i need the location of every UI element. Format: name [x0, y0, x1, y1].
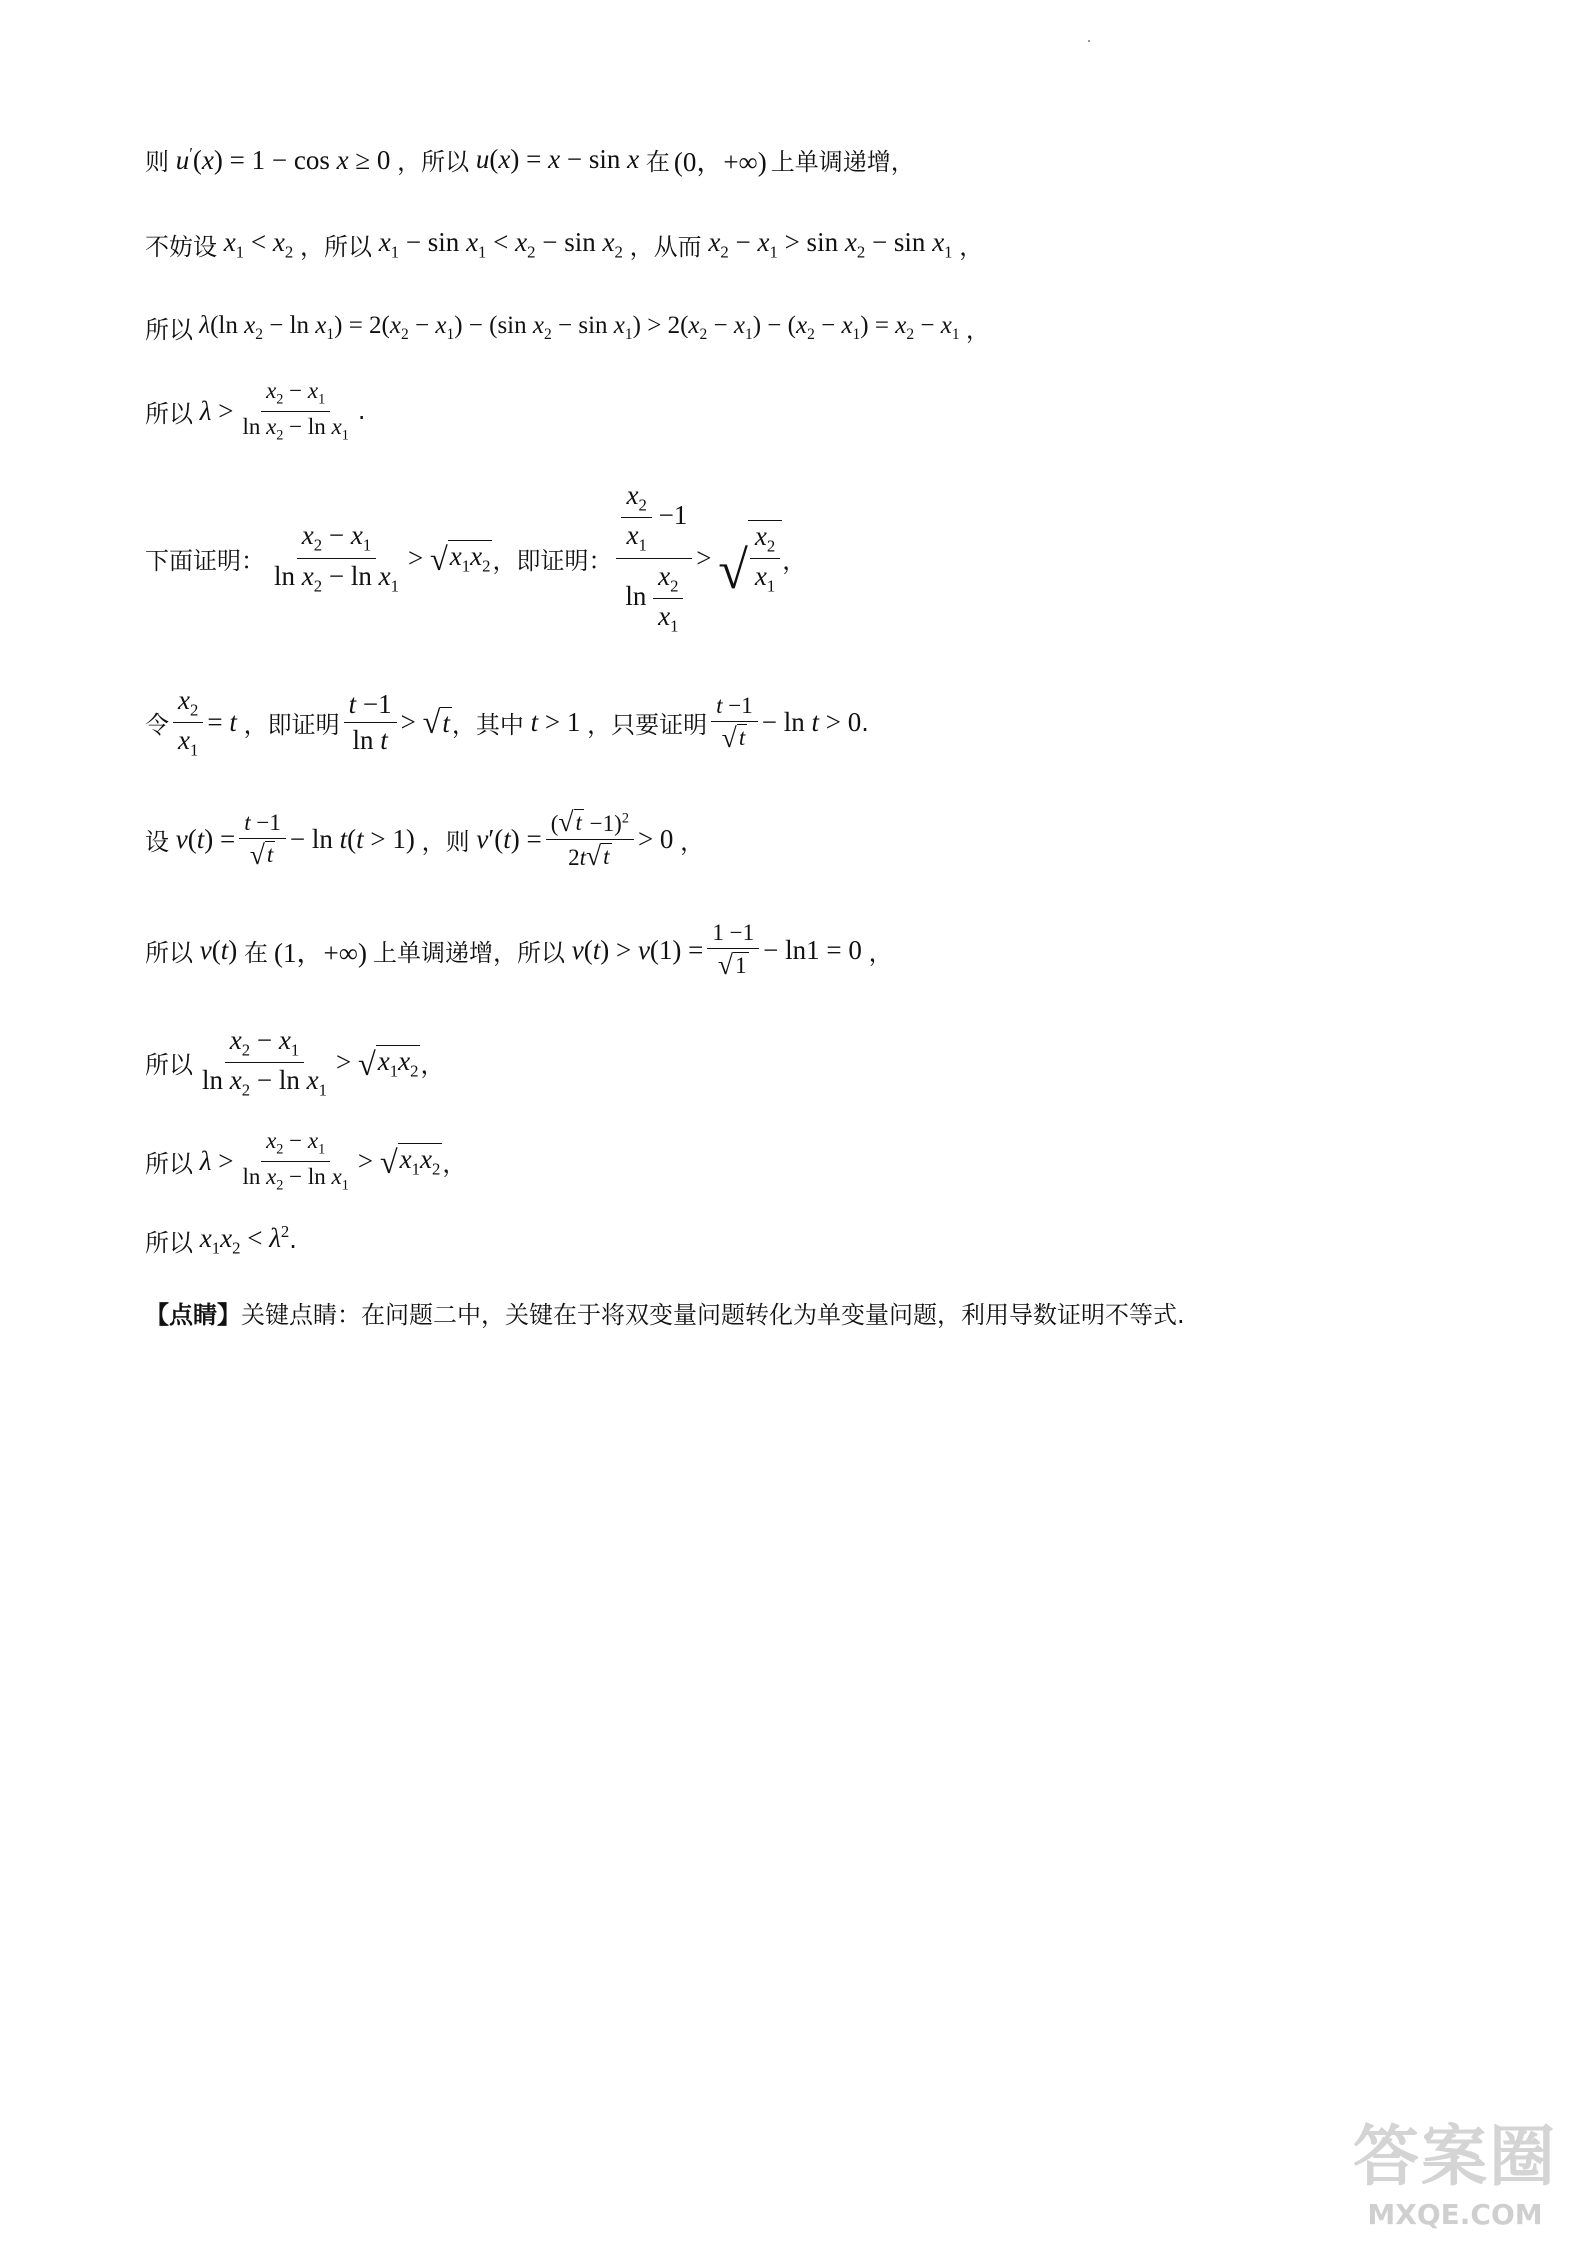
fraction: $\frac{x_2 - x_1}{\ln x_2 - \ln x_1}$ [202, 1025, 327, 1100]
watermark-url: MXQE.COM [1367, 2198, 1543, 2231]
text: ，所以 [397, 148, 470, 176]
fraction: 1 −1 √ 1 [707, 920, 759, 980]
text: 上单调递增， [770, 148, 915, 176]
text: . [289, 1226, 297, 1255]
formula: > [400, 707, 423, 738]
interval: (1，+∞) [274, 937, 367, 968]
formula: > [407, 542, 430, 573]
text: 在 [244, 938, 268, 967]
formula: − ln t(t > 1) [289, 824, 422, 854]
sqrt: √ $x_1x_2$ [429, 541, 491, 579]
proof-line-10 [145, 1128, 466, 1194]
fraction: $\frac{t -1}{\text{ln t}}$ [344, 689, 397, 756]
formula: t > 1 [530, 707, 588, 738]
formula: u(x) = x − sin x [475, 144, 640, 174]
text: ，其中 [451, 711, 524, 740]
note-text: 关键点睛：在问题二中，关键在于将双变量问题转化为单变量问题，利用导数证明不等式. [241, 1301, 1185, 1329]
dianjing-note [145, 1295, 1185, 1330]
text: ， [442, 1149, 467, 1178]
text: ，从而 [629, 233, 702, 262]
formula: λ(ln $x_2 - \ln x_1) = 2(x_2 - x_1) - (\sin$ $x_2 - \sin x_1) > 2(x_2 - x_1) - (x_2 - x_1) = x_2 - x_1$ [199, 311, 960, 343]
scan-dot [1088, 40, 1090, 42]
formula: > [357, 1145, 380, 1176]
formula: − ln t > 0 [761, 707, 862, 738]
proof-line-8 [145, 920, 893, 980]
text: 在 [645, 148, 670, 176]
formula: $x_1 - \sin x_1 < x_2 - \sin x_2$ [378, 227, 623, 262]
text: 所以 [145, 316, 193, 344]
text: ，即证明： [492, 546, 613, 575]
proof-line-1 [145, 140, 915, 179]
text: . [357, 397, 366, 426]
formula: − ln1 = 0 [763, 934, 869, 965]
proof-line-4 [145, 378, 366, 444]
text: ， [680, 828, 705, 856]
fraction: ( √ t −1)$^2$ 2t √ t [546, 808, 634, 871]
text: ，即证明 [243, 711, 340, 740]
fraction: $\frac{x_2}{x_1}$ −1 ln $\frac{x_2}{x_1}$ [616, 480, 692, 637]
text: ，所以 [299, 233, 372, 262]
text: 不妨设 [145, 233, 217, 262]
formula: v(t) = [175, 824, 236, 854]
fraction: $\frac{x_2 - x_1}{\ln x_2 - \ln x_1}$ [242, 378, 349, 444]
formula: v(t) > v(1) = [571, 934, 704, 965]
text: 设 [145, 828, 169, 856]
proof-line-9 [145, 1025, 444, 1101]
proof-line-7 [145, 808, 704, 871]
fraction: $\frac{x_2}{x_1}$ [173, 685, 203, 761]
formula: λ > [199, 395, 234, 426]
text: ，则 [421, 828, 470, 856]
text: . [861, 708, 869, 737]
watermark-logo: 答案圈 [1353, 2118, 1557, 2195]
formula: > [696, 542, 719, 573]
formula: > [335, 1047, 358, 1078]
sqrt: √ t [422, 704, 450, 741]
text: ，只要证明 [587, 711, 708, 740]
proof-line-3 [145, 310, 990, 345]
formula: = t [207, 707, 237, 738]
sqrt: √ $\frac{x_2}{x_1}$ [718, 520, 782, 597]
proof-line-11 [145, 1222, 297, 1258]
proof-line-2 [145, 227, 983, 262]
formula: v(t) [199, 934, 244, 965]
text: 所以 [145, 1149, 193, 1178]
text: 所以 [145, 1228, 193, 1257]
text: 下面证明： [145, 546, 265, 575]
text: 上单调递增，所以 [372, 938, 565, 967]
text: 所以 [145, 1051, 193, 1080]
text: 所以 [145, 399, 193, 428]
fraction: t −1 √ t [239, 810, 286, 870]
fraction: $\frac{x_2 - x_1}{\ln x_2 - \ln x_1}$ [274, 520, 399, 596]
formula: v′(t) = [476, 824, 542, 854]
fraction: t −1 √ t [711, 693, 758, 753]
text: ， [959, 233, 984, 262]
text: 所以 [145, 938, 193, 967]
formula: u′(x) = 1 − cos x ≥ 0 [175, 143, 398, 175]
formula: $x_1 < x_2$ [223, 227, 294, 262]
formula: λ > [199, 1145, 234, 1176]
watermark [1353, 2103, 1557, 2231]
interval: (0，+∞) [673, 147, 767, 177]
text: ， [868, 938, 893, 967]
formula: > 0 [637, 824, 681, 854]
sqrt: √ $x_1x_2$ [379, 1143, 441, 1181]
text: ， [420, 1051, 445, 1080]
text: 则 [145, 148, 169, 176]
fraction: $\frac{x_2 - x_1}{\ln x_2 - \ln x_1}$ [242, 1128, 349, 1194]
text: ， [782, 546, 807, 575]
note-tag: 【点睛】 [145, 1301, 241, 1329]
text: 令 [145, 711, 169, 740]
proof-line-5 [145, 480, 806, 637]
formula: $x_2 - x_1 > \sin x_2 - \sin x_1$ [708, 227, 953, 262]
text: ， [965, 316, 990, 344]
sqrt: √ $x_1x_2$ [357, 1045, 419, 1083]
formula: $x_1x_2 < \lambda^2$ [199, 1222, 290, 1258]
proof-line-6 [145, 685, 869, 761]
